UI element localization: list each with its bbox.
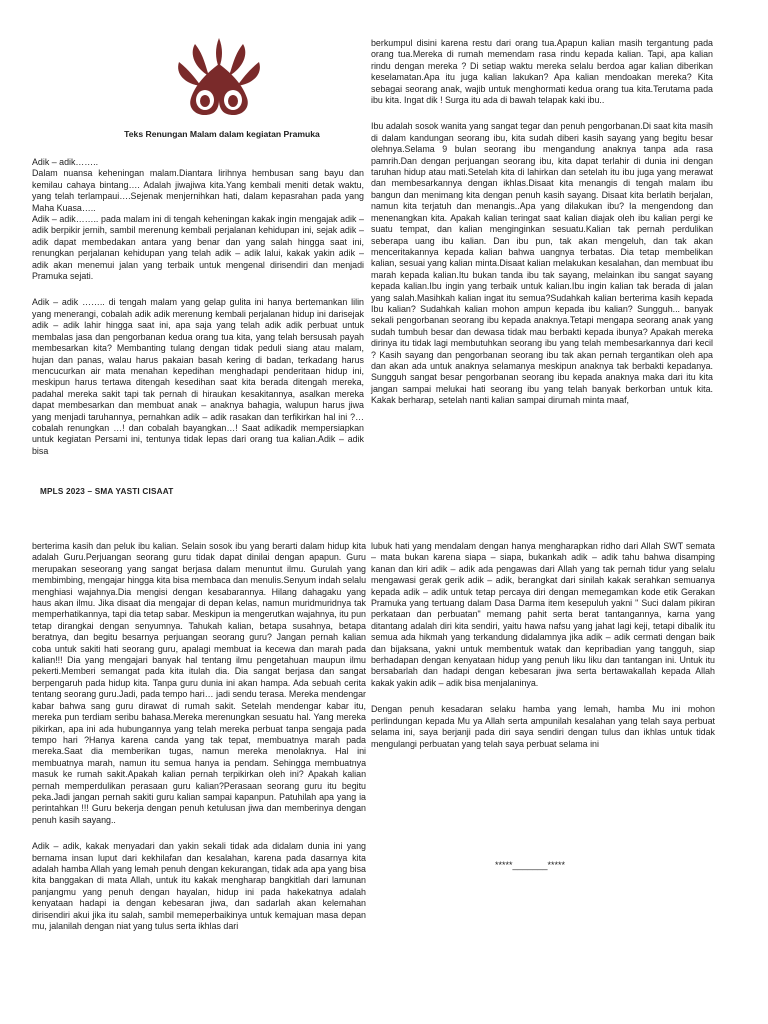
paragraph: Dalam nuansa keheningan malam.Diantara lirihnya hembusan sang bayu dan kemilau cahaya bintang…. Adalah jiwajiwa kita.Yang kembali meniti detak waktu, yang telah terlampaui….Sejenak menjernihkan hati, dalam kepasrahan pada yang Maha Kuasa….. <box>32 168 364 213</box>
closing-stars: *****_______***** <box>494 860 566 870</box>
paragraph: Adik – adik, kakak menyadari dan yakin sekali tidak ada didalam dunia ini yang bernama insan luput dari kekhilafan dan kesalahan, karena pada dasarnya kita adalah hamba Allah yang lemah penuh dengan kekurangan, tidak ada apa yang bisa kita banggakan di mata Allah, untuk itu kakak mengharap bangkitlah dari lamunan panjangmu yang penuh dengan hayalan, hidup ini pada hakekatnya adalah kenyataan hadapi ia dengan kebesaran jiwa, dan sadarlah akan kelemahan dirisendiri akui jika itu salah, sambil memeperbaikinya untuk kemajuan masa depan mu, jalanilah dengan niat yang tulus serta ikhlas dari <box>32 841 366 931</box>
page-2 <box>0 512 768 1024</box>
page2-right-column <box>371 541 715 761</box>
paragraph: Adik – adik…….. <box>32 157 99 167</box>
paragraph: Ibu adalah sosok wanita yang sangat tegar dan penuh pengorbanan.Di saat kita masih di dalam kandungan seorang ibu, kita sudah diberi kasih sayang yang begitu besar olehnya.Selama 9 bulan seorang ibu mengandung anaknya tanpa ada rasa pamrih.Dan dengan perjuangan seorang ibu, kita dapat terlahir di dunia ini dengan taruhan hidup atau mati.Setelah kita di lahirkan dan setelah itu ibu juga yang merawat dan membesarkannya dengan ikhlas.Disaat kita menangis di tengah malam ibu bangun dan menimang kita dengan penuh kasih sayang. Disaat kita berlatih berjalan, namun kita terjatuh dan menangis..Apa yang dilakukan ibu? Ia mengendong dan menenangkan kita. Apakah kalian teringat saat kalian diajak oleh ibu kalian pergi ke suatu tempat, dan kalian menginginkan sesuatu.Kalian tak pernah perdulikan seberapa uang ibu kalian. Dan ibu pun, tak akan mengeluh, dan tak akan menceritakannya kepada kalian bahwa uangnya terbatas. Dia tetap membelikan kalian, sesuai yang kalian minta.Disaat kalian melakukan kesalahan, dan membuat ibu marah kepada kalian.Itu bukan tanda ibu tak sayang, melainkan ibu sangat sayang kepada kalian.Ibu ingin yang terbaik untuk kalian.Ibu ingin kalian tak berada di jalan yang salah.Masihkah kalian ingat itu semua?Sudahkah kalian berterima kasih kepada Ibu kalian? Sudahkah kalian mohon ampun kepada ibu kalian? Sungguh... banyak sekali pengorbanan seorang ibu kepada anaknya.Tetapi mengapa seorang anak yang sudah tumbuh besar dan dewasa tidak mau berbakti kepada ibunya? Apakah mereka dirinya itu tidak lagi membutuhkan seorang ibu yang telah membesarkannya dari kecil ? Kasih sayang dan pengorbanan seorang ibu tak akan pernah tergantikan oleh apa dan akan ada untuk anaknya selamanya meskipun anaknya tak berbakti kepadanya. Sungguh sangat besar pengorbanan seorang ibu kepada anaknya maka dari itu kita jangan sampai melukai hati seorang ibu yang telah banyak berkorban untuk kita. Kakak berharap, setelah nanti kalian sampai dirumah minta maaf, <box>371 121 713 406</box>
paragraph: lubuk hati yang mendalam dengan hanya mengharapkan ridho dari Allah SWT semata – mata bukan karena siapa – siapa, bukankah adik – adik tahu bahwa disamping kanan dan kiri adik – adik ada pengawas dari Allah yang tak pernah tidur yang selalu mengawasi gerak gerik adik – adik, berangkat dari sinilah kakak serahkan semuanya kepada adik – adik untuk tetap percaya diri dengan memegamkan kode etik Gerakan Pramuka yang tertuang dalam Dasa Darma item kesepuluh yakni " Suci dalam pikiran perkataan dan perbuatan" memang pahit serta berat tantangannya, karna yang ditantang adalah diri kita sendiri, yaitu hawa nafsu yang jahat lagi keji, tetapi dibalik itu semua ada hikmah yang terkandung didalamnya jika adik – adik cermati dengan baik dan bijaksana, yakni untuk membentuk watak dan kepribadian yang tangguh, siap berhadapan dengan kenyataan hidup yang penuh liku liku dan tantangan ini. Untuk itu bersabarlah dan hadapi dengan kebesaran jiwa serta bertawakallah kepada Allah kakak yakin adik – adik bisa menjalaninya. <box>371 541 715 688</box>
page2-left-column <box>32 541 366 944</box>
paragraph: Adik – adik …….. di tengah malam yang gelap gulita ini hanya bertemankan lilin yang menerangi, cobalah adik adik merenung kembali perjalanan hidup ini darisejak adik – adik lahir hingga saat ini, apa saja yang telah adik adik perbuat untuk membalas jasa dan pengorbanan kedua orang tua kita, yang telah bersusah payah membesarkan kita? Membanting tulang dengan tidak peduli siang atau malam, hujan dan panas, walau harus pakaian basah kering di badan, terkadang harus mencucurkan air mata menahan kepedihan menghadapi penderitaan hidup ini, meskipun harus tertawa ditengah kesedihan saat kita berada ditengah mereka, padahal mereka sakit tapi tak pernah di hiraukan kesakitannya, asalkan mereka dapat membesarkan dan membuat anak – anaknya bahagia, walupun harus jiwa yang menjadi taruhannya, pernahkan adik – adik rasakan dan terfikirkan hal ini ?… cobalah renungkan …! dan cobalah bayangkan…! Saat adikadik mempersiapkan untuk kegiatan Persami ini, tentunya tidak lepas dari orang tua kalian.Adik – adik bisa <box>32 297 364 456</box>
page1-right-column <box>371 38 713 418</box>
paragraph: Adik – adik…….. pada malam ini di tengah keheningan kakak ingin mengajak adik – adik berpikir jernih, sambil merenung kembali perjalanan kehidupan ini, sejak adik – adik dapat membedakan antara yang benar dan yang salah hingga saat ini, renungkan perjalanan kehidupan yang telah adik – adik lalui, kakak yakin adik – adik akan menemui jalan yang terbaik untuk mengenal dirisendiri dan menjadi Pramuka sejati. <box>32 214 364 282</box>
paragraph: berterima kasih dan peluk ibu kalian. Selain sosok ibu yang berarti dalam hidup kita adalah Guru.Perjuangan seorang guru tidak dapat dinilai dengan apapun. Guru merupakan seseorang yang sangat berjasa dalam menuntut ilmu. Gurulah yang membimbing, mengajar hingga kita bisa membaca dan menulis.Senyum indah selalu menghiasi wajahnya.Dia mengisi dengan kesabarannya. Hilang dahagaku yang haus akan ilmu. Jika disaat dia mengajar di depan kelas, namun muridmuridnya tak memperhatikannya, tapi dia tetap sabar. Meskipun ia mengerutkan wajahnya, itu pun tetap dirangkai dengan senyumnya. Tahukah kalian, betapa susahnya, betapa beratnya, dan begitu besarnya perjuangan seorang guru? Jangan pernah kalian coba untuk sakiti hati seorang guru, apalagi membuat ia kecewa dan marah pada kalian!!! Dia yang mengajari banyak hal tentang ilmu pengetahuan maupun ilmu pekerti.Memberi semangat pada kita itulah dia. Dia sangat berjasa dan sangat berpengaruh pada hidup kita. Tanpa guru dunia ini akan hampa. Ada sebuah cerita tentang seorang guru.Jadi, pada tempo hari… jadi sendu terasa. Mereka mendengar kabar bahwa sang guru dirawat di rumah sakit. Setelah mendengar kabar itu, mereka pun terdiam seribu bahasa.Mereka merenungkan sesuatu hal. Yang mereka pikirkan, apa ini ada hubungannya yang telah mereka perbuat tanpa sengaja pada tempo hari ?Hanya karena canda yang tak tepat, membuatnya marah pada mereka.Saat dia memberikan tugas, namun mereka menolaknya. Hal ini membuatnya marah, namun itu semua hanya ia pendam. Sehingga membuatnya masuk ke rumah sakit.Apakah kalian pernah terpikirkan oleh ini? Apakah kalian pernah memperdulikan perasaan guru kalian?Perasaan seorang guru itu begitu peka.Jadi jangan pernah sakiti guru kalian sampai kapanpun. Patuhilah apa yang ia perintahkan !!! Guru bekerja dengan penuh ketulusan jiwa dan memberinya dengan penuh kasih sayang.. <box>32 541 366 825</box>
paragraph: berkumpul disini karena restu dari orang tua.Apapun kalian masih tergantung pada orang tua.Mereka di rumah memendam rasa rindu kepada kalian. Tapi, apa kalian rindu dengan mereka ? Di setiap waktu mereka selalu berdoa agar kalian diberikan keselamatan.Apa itu juga kalian lakukan? Apa kalian mendoakan mereka? Kita sebagai seorang anak, wajib untuk menghormati kedua orang tua kita.Terutama pada ibu kita. Ingat dik ! Surga itu ada di bawah telapak kaki ibu.. <box>371 38 713 106</box>
page-title: Teks Renungan Malam dalam kegiatan Pramuka <box>124 129 320 139</box>
paragraph: Dengan penuh kesadaran selaku hamba yang lemah, hamba Mu ini mohon perlindungan kepada Mu ya Allah serta ampunilah kesalahan yang telah saya perbuat selama ini, saya berjanji pada diri saya sendiri dengan tulus dan ikhlas untuk tidak mengulangi perbuatan yang telah saya perbuat selama ini <box>371 704 715 749</box>
footer-text: MPLS 2023 – SMA YASTI CISAAT <box>40 487 174 496</box>
page1-left-column <box>32 157 364 469</box>
tunas-kelapa-logo-icon <box>165 34 273 120</box>
